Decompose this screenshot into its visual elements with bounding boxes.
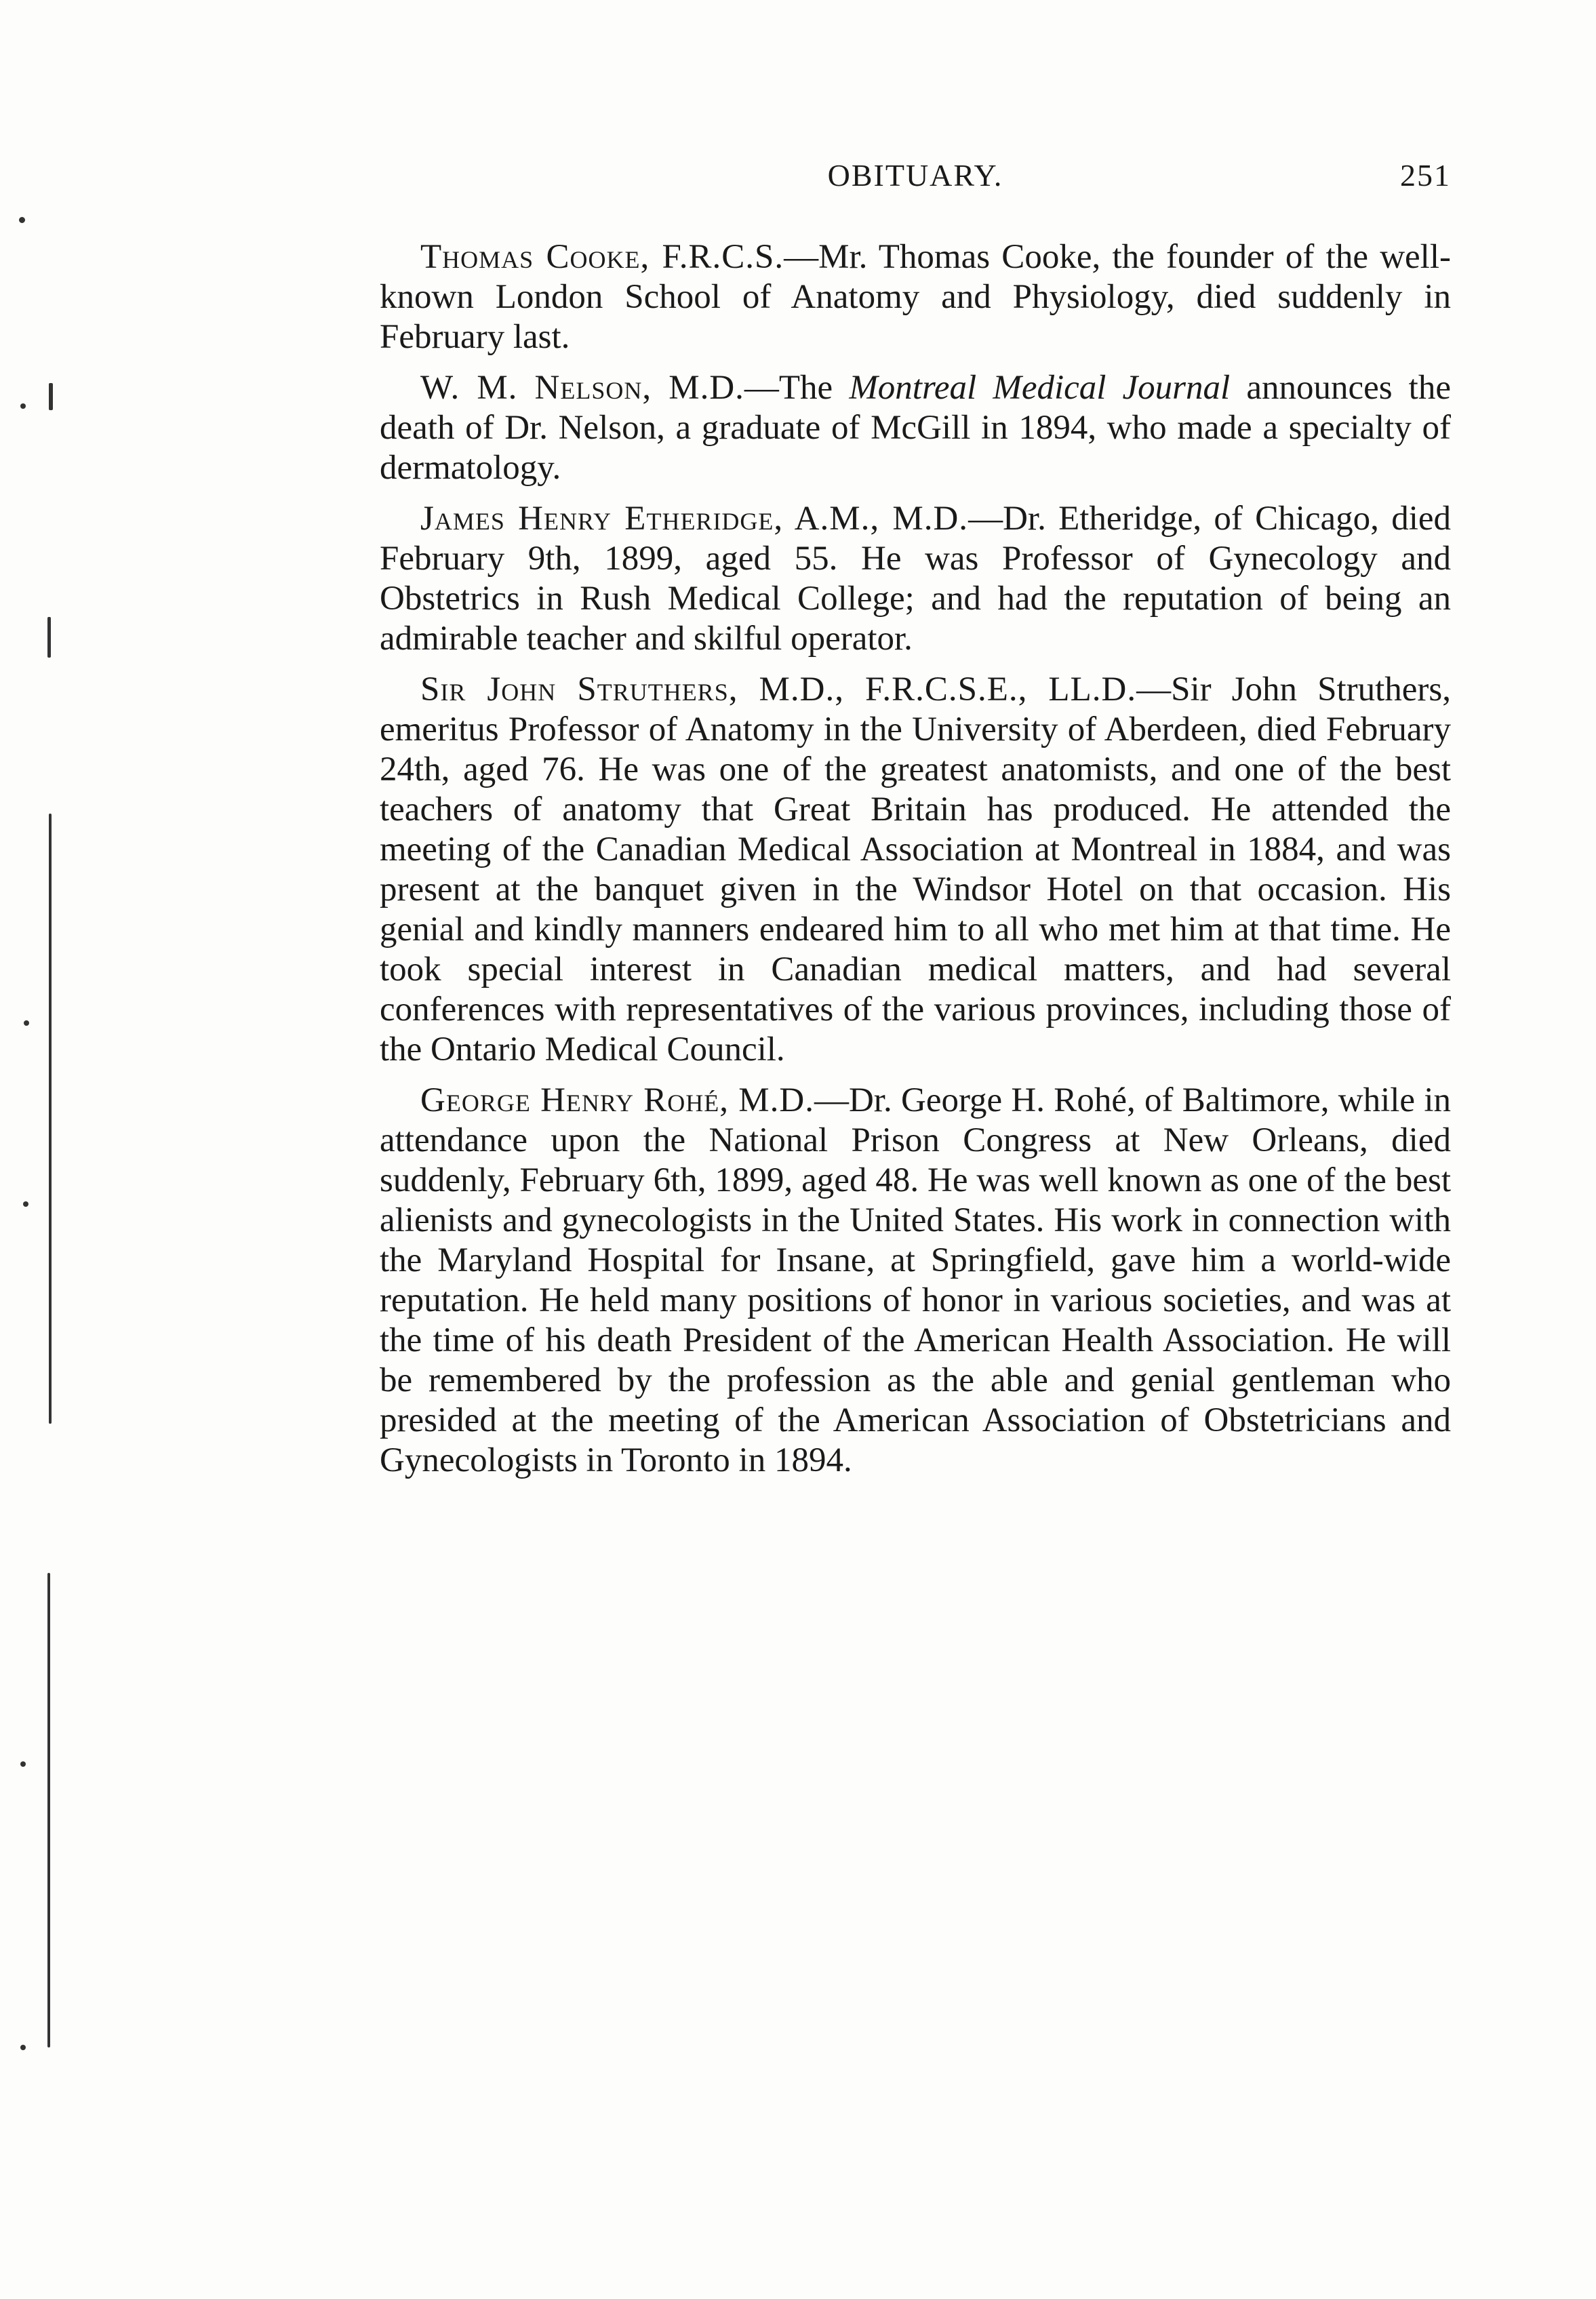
entry-heading: James Henry Etheridge, A.M., M.D. <box>420 500 969 538</box>
obituary-entry-nelson <box>380 368 1451 488</box>
journal-title: Montreal Medical Journal <box>849 369 1231 407</box>
obituary-column <box>380 237 1451 1492</box>
obituary-entry-etheridge <box>380 499 1451 659</box>
obituary-entry-cooke <box>380 237 1451 357</box>
obituary-entry-rohe <box>380 1081 1451 1481</box>
entry-text: —Dr. Etheridge, of Chicago, died February 9th, 1899, aged 55. He was Professor of Gynecology and Obstetrics in Rush Medical College; and had the reputation of being an admirable teacher and skilful operator. <box>380 500 1451 658</box>
entry-heading: W. M. Nelson, M.D. <box>420 369 744 407</box>
entry-heading: George Henry Rohé, M.D. <box>420 1081 814 1119</box>
running-header <box>380 157 1451 205</box>
entry-text: —Mr. Thomas Cooke, the founder of the well-known London School of Anatomy and Physiology, died suddenly in February last. <box>380 238 1452 356</box>
entry-heading: Thomas Cooke, F.R.C.S. <box>420 238 784 276</box>
entry-text-after: announces the death of Dr. Nelson, a graduate of McGill in 1894, who made a specialty of dermatology. <box>380 369 1451 487</box>
entry-text: —Sir John Struthers, emeritus Professor of Anatomy in the University of Aberdeen, died February 24th, aged 76. He was one of the greatest anatomists, and one of the best teachers of anatomy that Great Britain has produced. He attended the meeting of the Canadian Medical Association at Montreal in 1884, and was present at the banquet given in the Windsor Hotel on that occasion. His genial and kindly manners endeared him to all who met him at that time. He took special interest in Canadian medical matters, and had several conferences with representatives of the various provinces, including those of the Ontario Medical Council. <box>380 671 1451 1068</box>
binding-edge-marks <box>0 0 81 2299</box>
running-title: OBITUARY. <box>827 158 1003 193</box>
entry-text-before: —The <box>744 369 850 407</box>
entry-text: —Dr. George H. Rohé, of Baltimore, while in attendance upon the National Prison Congress at New Orleans, died suddenly, February 6th, 1899, aged 48. He was well known as one of the best alienists and gynecologists in the United States. His work in connection with the Maryland Hospital for Insane, at Springfield, gave him a world-wide reputation. He held many positions of honor in various societies, and was at the time of his death President of the American Health Association. He will be remembered by the profession as the able and genial gentleman who presided at the meeting of the American Association of Obstetricians and Gynecologists in Toronto in 1894. <box>380 1081 1452 1479</box>
obituary-entry-struthers <box>380 670 1451 1070</box>
page-number: 251 <box>1400 158 1451 193</box>
entry-heading: Sir John Struthers, M.D., F.R.C.S.E., LL.D. <box>420 671 1137 708</box>
